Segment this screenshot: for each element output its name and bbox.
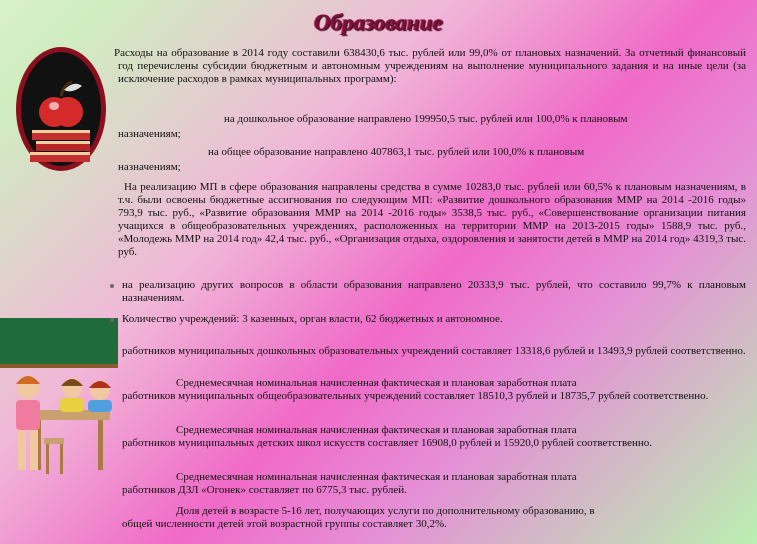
paragraph-general-education-line2: назначениям; xyxy=(118,161,181,173)
paragraph-preschool-line2: назначениям; xyxy=(118,128,181,140)
classroom-children-icon xyxy=(0,318,118,488)
paragraph-general-education-line1: на общее образование направлено 407863,1 тыс. рублей или 100,0% к плановым xyxy=(208,146,585,158)
paragraph-salary-preschool: работников муниципальных дошкольных образовательных учреждений составляет 13318,6 рублей и 13493,9 рублей соответственно. xyxy=(122,345,746,357)
paragraph-salary-art-schools-line1: Среднемесячная номинальная начисленная фактическая и плановая заработная плата xyxy=(176,424,577,436)
paragraph-additional-education-line2: общей численности детей этой возрастной группы составляет 30,2%. xyxy=(122,518,447,530)
paragraph-salary-schools-line2: работников муниципальных общеобразовательных учреждений составляет 18510,3 рублей и 18735,7 рублей соответственно. xyxy=(122,390,709,402)
paragraph-total-expenditure: Расходы на образование в 2014 году составили 638430,6 тыс. рублей или 99,0% от плановых назначений. За отчетный финансовый год перечислены субсидии бюджетным и автономным учреждениям на выполнение муниципального задания и на иные цели (за исключение расходов в рамках муниципальных программ): xyxy=(114,47,746,85)
paragraph-municipal-programs: На реализацию МП в сфере образования направлены средства в сумме 10283,0 тыс. рублей или 60,5% к плановым назначениям, в т.ч. были освоены бюджетные ассигнования по следующим МП: «Развитие дошкольного образования ММР на 2014 -2016 годы» 793,9 тыс. руб., «Развитие образования ММР на 2014 -2016 годы» 3538,5 тыс. руб., «Совершенствование организации питания учащихся в общеобразовательных учреждениях, расположенных на территории ММР на 2013-2015 годы» 1588,9 тыс. руб., «Молодежь ММР на 2014 год» 42,4 тыс. руб., «Организация отдыха, оздоровления и занятости детей в ММР на 2014 год» 4319,3 тыс. руб. xyxy=(118,181,746,258)
paragraph-additional-education xyxy=(122,505,746,531)
paragraph-other-questions: на реализацию других вопросов в области образования направлено 20333,9 тыс. рублей, что составило 99,7% к плановым назначениям. xyxy=(122,279,746,304)
paragraph-preschool xyxy=(118,113,746,141)
paragraph-preschool-line1: на дошкольное образование направлено 199950,5 тыс. рублей или 100,0% к плановым xyxy=(224,113,628,125)
paragraph-salary-camp-line2: работников ДЗЛ «Огонек» составляет по 6775,3 тыс. рублей. xyxy=(122,484,407,496)
paragraph-salary-schools-line1: Среднемесячная номинальная начисленная фактическая и плановая заработная плата xyxy=(176,377,577,389)
paragraph-general-education xyxy=(118,146,746,174)
apple-books-emblem-icon xyxy=(14,44,108,174)
paragraph-salary-camp xyxy=(122,471,746,497)
paragraph-salary-camp-line1: Среднемесячная номинальная начисленная фактическая и плановая заработная плата xyxy=(176,471,577,483)
bullet-other-questions xyxy=(110,284,114,288)
page-title: Образование xyxy=(314,10,443,35)
paragraph-salary-art-schools xyxy=(122,424,746,450)
paragraph-salary-schools xyxy=(122,377,746,403)
paragraph-salary-art-schools-line2: работников муниципальных детских школ искусств составляет 16908,0 рублей и 15920,0 рублей соответственно. xyxy=(122,437,652,449)
paragraph-institutions: Количество учреждений: 3 казенных, орган власти, 62 бюджетных и автономное. xyxy=(122,313,503,325)
bullet-institutions xyxy=(110,318,114,322)
paragraph-additional-education-line1: Доля детей в возрасте 5-16 лет, получающих услуги по дополнительному образованию, в xyxy=(176,505,595,517)
